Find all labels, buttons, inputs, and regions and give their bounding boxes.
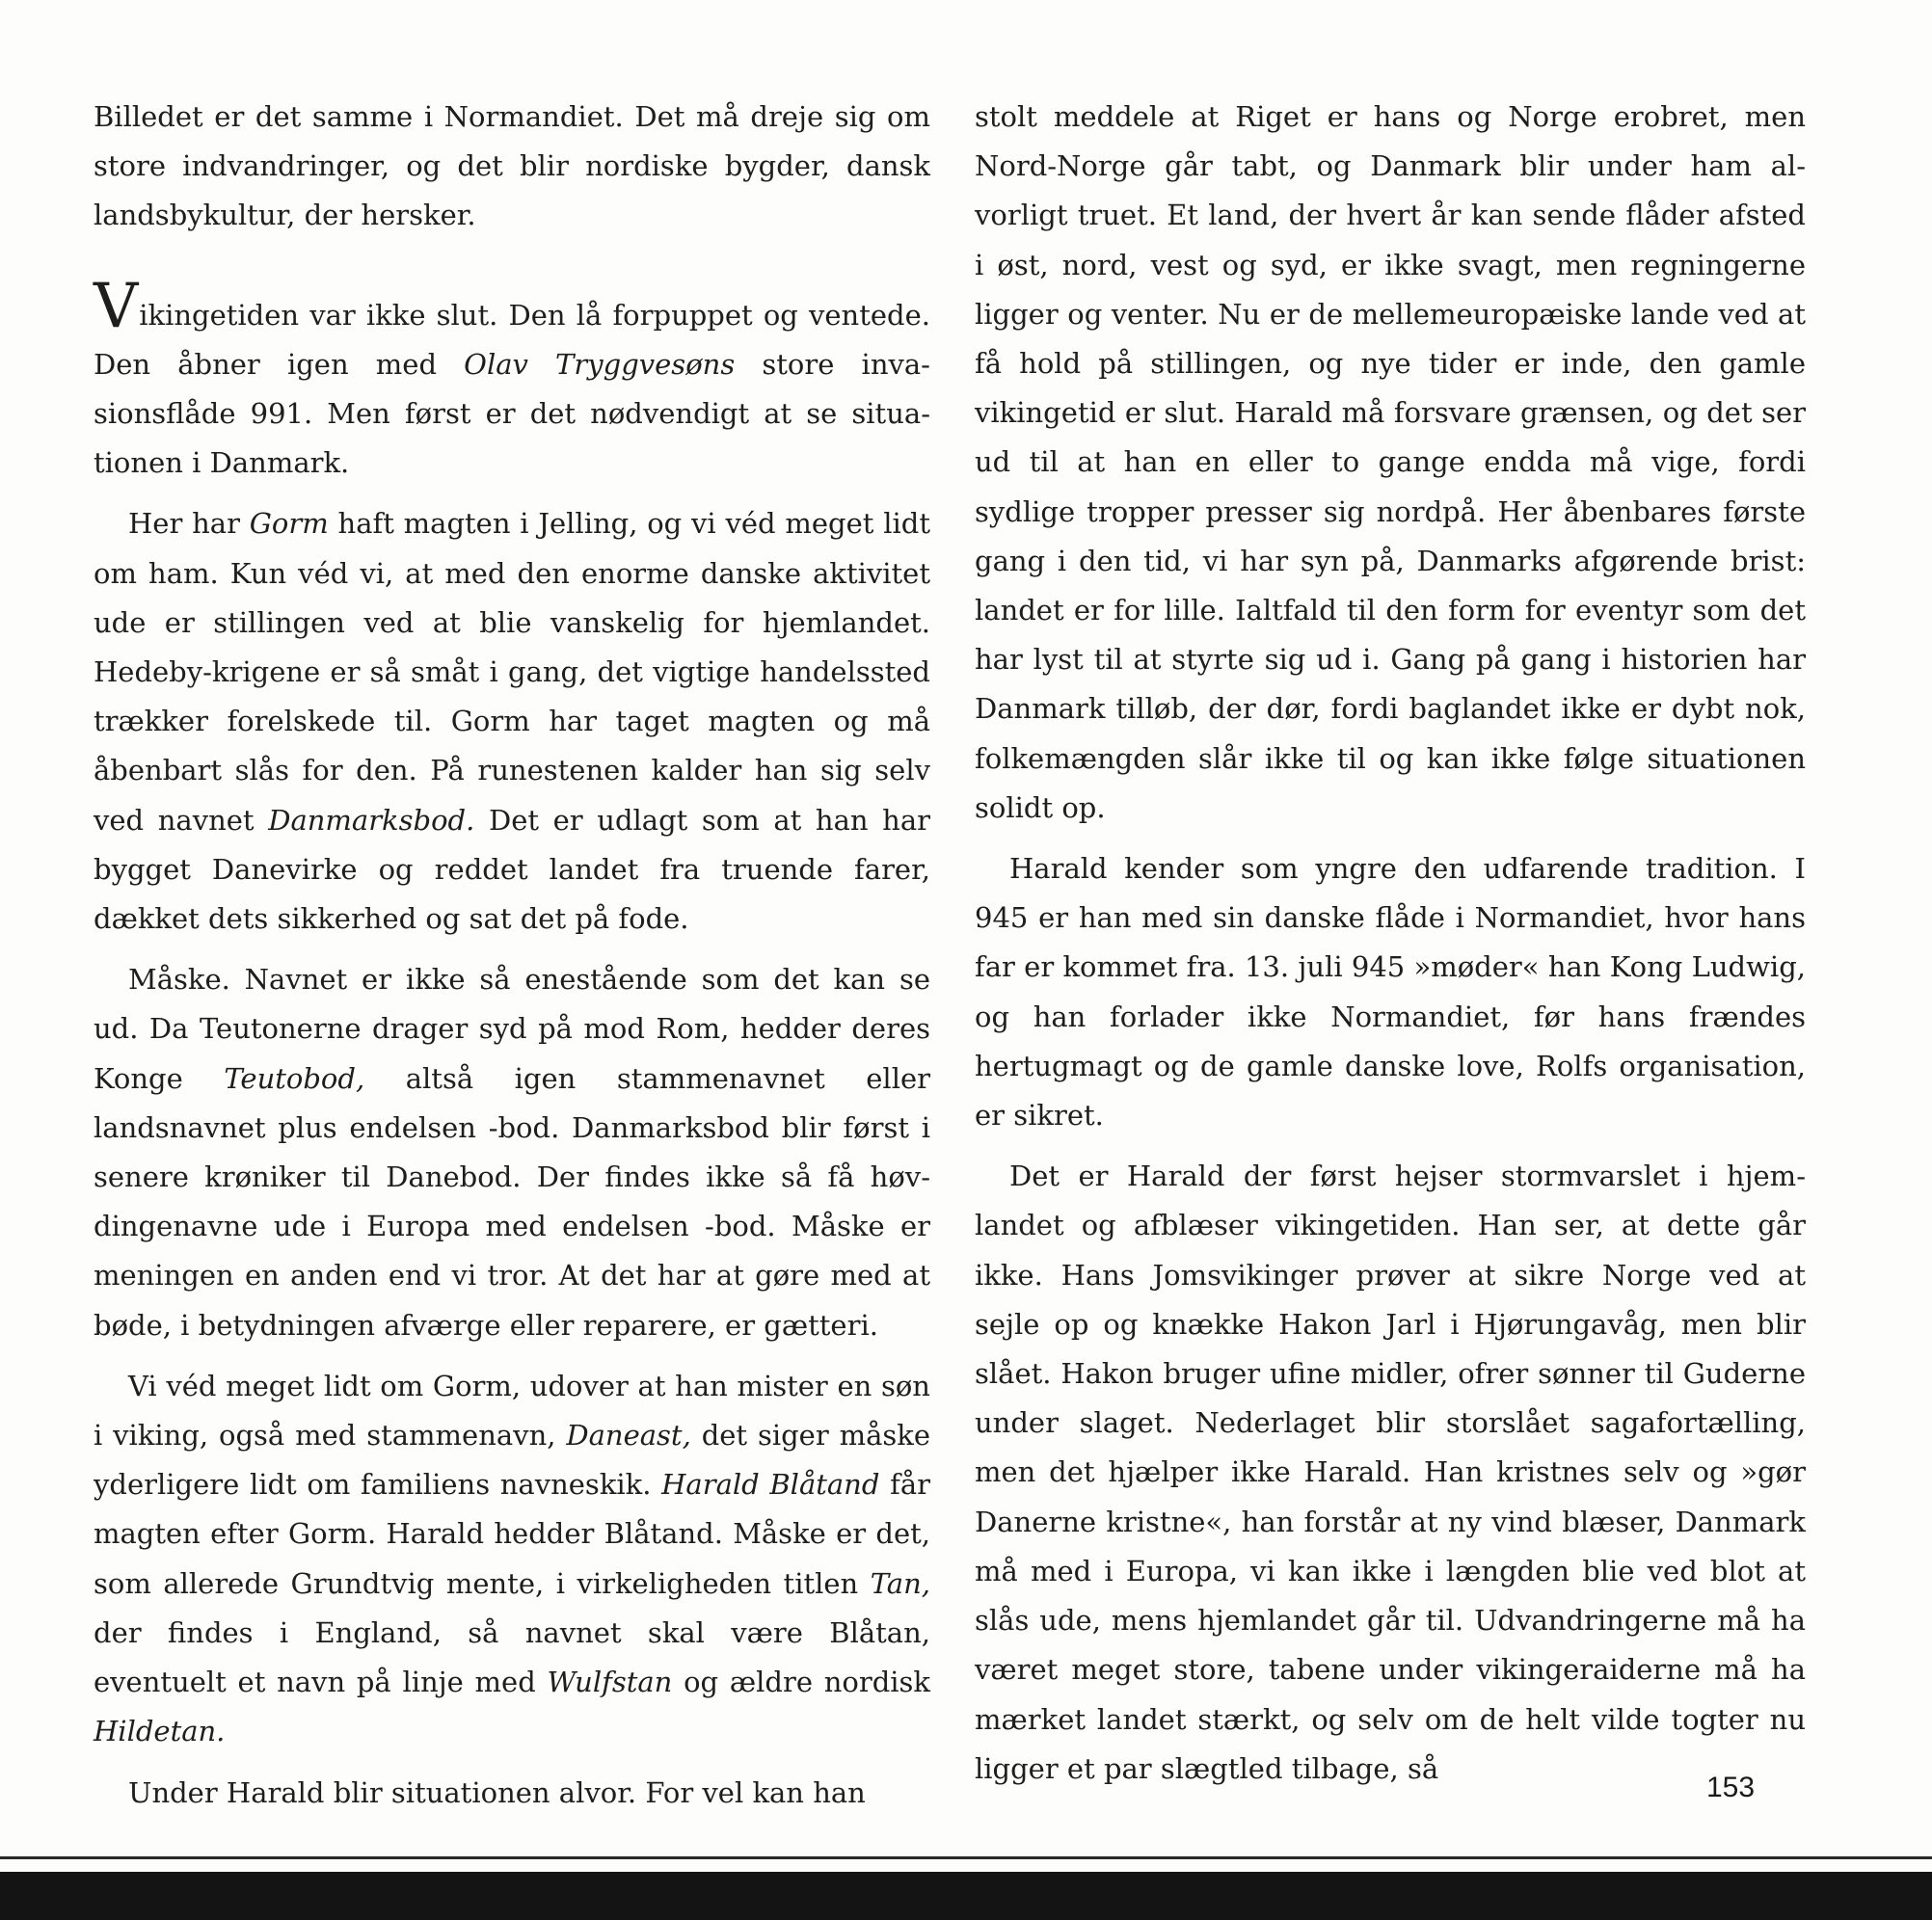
italic-name: Daneast, [566,1419,691,1453]
italic-name: Teutobod, [224,1061,365,1095]
drop-cap: V [94,270,139,342]
left-column [94,93,930,1829]
scan-edge-shadow [0,1872,1932,1920]
text-span: Her har [128,507,250,541]
paragraph-vi-ved [94,1362,930,1757]
italic-name: Tan, [870,1566,930,1600]
italic-name: Olav Tryggvesøns [464,347,736,381]
paragraph-det-er-harald: Det er Harald der først hejser stormvarslet i hjemlandet og afblæser vikingetiden. Han ser, at dette går ikke. Hans Jomsvikinger prøver at sikre Norge ved at sejle op og knække Hakon Jarl i Hjørungavåg, men blir slået. Hakon bruger ufine midler, ofrer sønner til Guderne under slaget. Nederlaget blir storslået sagafortælling, men det hjælper ikke Harald. Han kristnes selv og »gør Danerne kristne«, han forstår at ny vind blæser, Danmark må med i Europa, vi kan ikke i længden blie ved blot at slås ude, mens hjemlandet går til. Udvandringerne må ha været meget store, tabene under vikingeraiderne må ha mærket landet stærkt, og selv om de helt vilde togter nu ligger et par slægtled tilbage, så [975,1160,1806,1785]
scan-edge-line [0,1856,1932,1859]
italic-name: Harald Blåtand [661,1468,880,1502]
text-span: Måske. Navnet er ikke så enestående som det kan se ud. Da Teutonerne drager syd på mod Rom, hedder deres Konge [94,963,930,1095]
text-span: Vi véd meget lidt om Gorm, udover at han mister en søn i viking, også med stammenavn, [94,1369,930,1453]
paragraph-normandiet: Billedet er det samme i Normandiet. Det må dreje sig om store indvandringer, og det blir nordiske bygder, dansk landsbykultur, der hersker. [94,100,930,232]
text-span: og ældre nordisk [672,1666,931,1699]
text-span: ikingetiden var ikke slut. Den lå forpuppet og ventede. Den åbner igen med [94,298,930,381]
section-break [94,253,930,287]
italic-name: Gorm [249,507,329,541]
paragraph-vikingetiden [94,270,930,489]
page-number: 153 [1706,1772,1756,1803]
right-column [975,93,1806,1805]
text-span: det siger måske yderligere lidt om familiens navneskik. [94,1419,931,1502]
text-span: får magten efter Gorm. Harald hedder Blåtand. Måske er det, som allerede Grundtvig mente, i virkeligheden titlen [94,1468,930,1600]
paragraph-harald-kender: Harald kender som yngre den udfarende tradition. I 945 er han med sin danske flåde i Normandiet, hvor hans far er kommet fra. 13. juli 945 »møder« han Kong Ludwig, og han forlader ikke Normandiet, før hans frændes hertugmagt og de gamle danske love, Rolfs organisation, er sikret. [975,852,1806,1133]
paragraph-under-harald: Under Harald blir situationen alvor. For vel kan han [128,1775,866,1809]
paragraph-maaske [94,955,930,1350]
text-span: der findes i England, så navnet skal være Blåtan, eventuelt et navn på linje med [94,1615,930,1699]
text-span: haft magten i Jelling, og vi véd meget lidt om ham. Kun véd vi, at med den enorme danske aktivitet ude er stillingen ved at blie vanskelig for hjemlandet. Hedeby-krigene er så småt i gang, det vigtige handelssted trækker forelskede til. Gorm har taget magten og må åbenbart slås for den. På runestenen kalder han sig selv ved navnet [94,507,930,837]
text-span: altså igen stammenavnet eller landsnavnet plus endelsen -bod. Danmarksbod blir først i senere krøniker til Danebod. Der findes ikke så få høvdingenavne ude i Europa med endelsen -bod. Måske er meningen en anden end vi tror. At det har at gøre med at bøde, i betydningen afværge eller reparere, er gætteri. [94,1061,931,1342]
text-span: store invasionsflåde 991. Men først er det nødvendigt at se situationen i Danmark. [94,347,930,480]
paragraph-gorm [94,499,930,944]
text-span: Det er udlagt som at han har bygget Danevirke og reddet landet fra truende farer, dækket dets sikkerhed og sat det på fode. [94,803,930,936]
italic-name: Danmarksbod. [268,803,475,837]
italic-name: Hildetan. [94,1715,226,1748]
paragraph-stolt-meddele: stolt meddele at Riget er hans og Norge erobret, men Nord-Norge går tabt, og Danmark blir under ham alvorligt truet. Et land, der hvert år kan sende flåder afsted i øst, nord, vest og syd, er ikke svagt, men regningerne ligger og venter. Nu er de mellemeuropæiske lande ved at få hold på stillingen, og nye tider er inde, den gamle vikingetid er slut. Harald må forsvare grænsen, og det ser ud til at han en eller to gange endda må vige, fordi sydlige tropper presser sig nordpå. Her åbenbares første gang i den tid, vi har syn på, Danmarks afgørende brist: landet er for lille. Ialtfald til den form for eventyr som det har lyst til at styrte sig ud i. Gang på gang i historien har Danmark tilløb, der dør, fordi baglandet ikke er dybt nok, folkemængden slår ikke til og kan ikke følge situationen solidt op. [975,100,1806,824]
italic-name: Wulfstan [547,1666,673,1699]
